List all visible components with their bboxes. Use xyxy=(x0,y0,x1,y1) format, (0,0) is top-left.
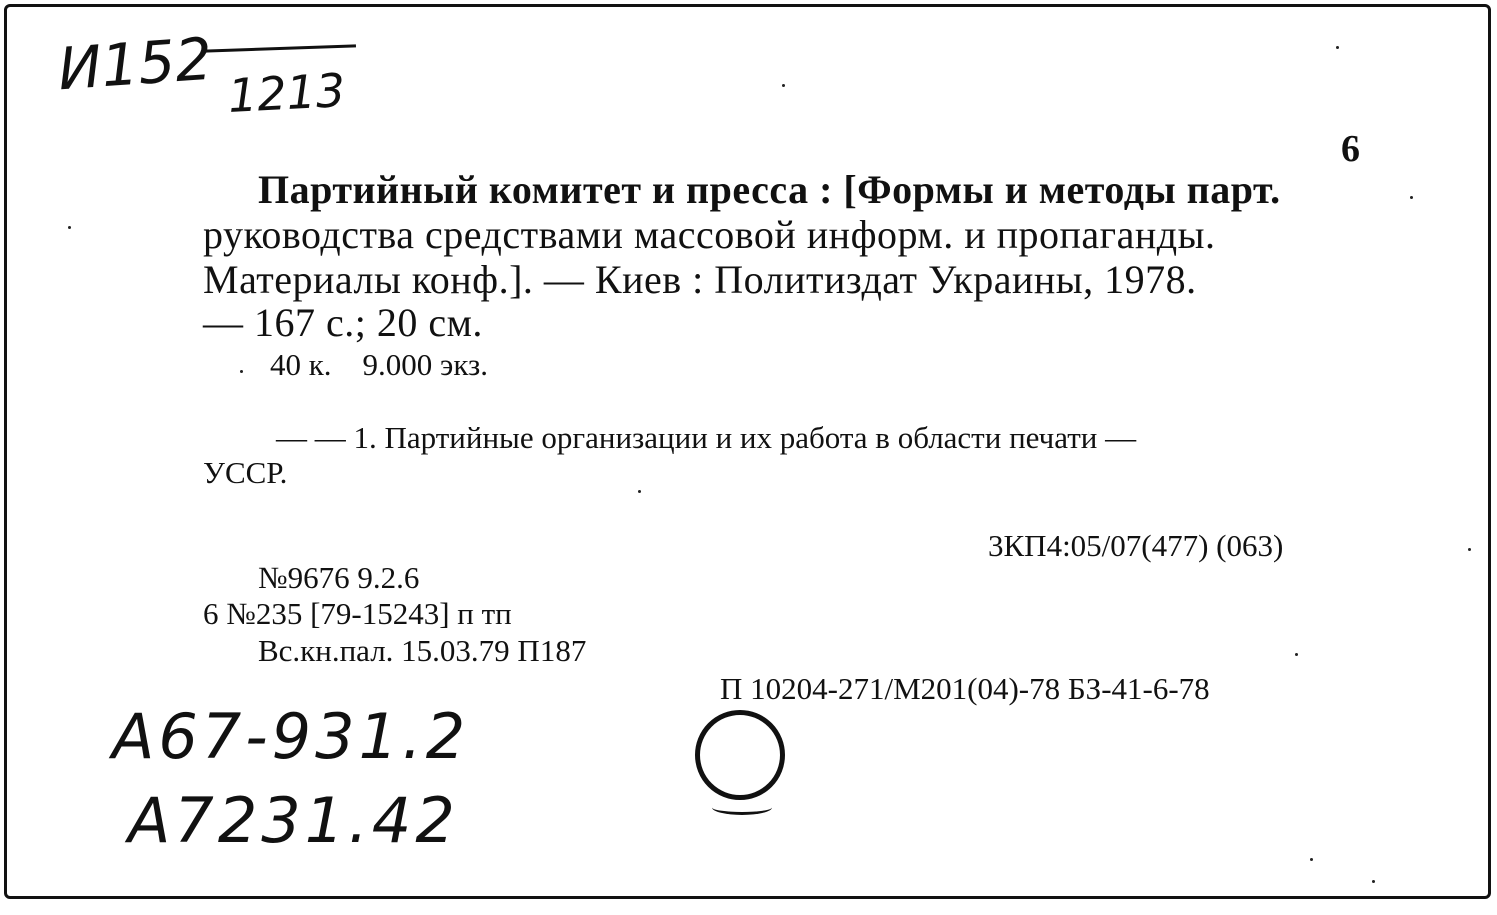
scan-speck xyxy=(1468,548,1471,551)
scan-speck xyxy=(1372,880,1375,883)
scan-speck xyxy=(1310,858,1313,861)
scan-speck xyxy=(240,370,243,373)
subject-heading-line-1: — — 1. Партийные организации и их работа в области печати — xyxy=(276,420,1137,455)
shelf-mark-1: А67-931.2 xyxy=(112,700,470,773)
subject-heading-line-2: УССР. xyxy=(203,455,288,490)
circle-stamp xyxy=(695,710,785,800)
scan-speck xyxy=(1295,653,1298,656)
shelf-mark-2: А7231.42 xyxy=(128,784,459,857)
description-line-1: Партийный комитет и пресса : [Формы и методы парт. xyxy=(258,167,1281,212)
inventory-mark-sub: 1213 xyxy=(226,62,347,124)
description-line-4: — 167 с.; 20 см. xyxy=(203,300,483,345)
scan-speck xyxy=(638,490,641,493)
price-line: 40 к. 9.000 экз. xyxy=(270,347,489,382)
scan-speck xyxy=(782,84,785,87)
scan-speck xyxy=(68,226,71,229)
scan-speck xyxy=(1410,196,1413,199)
circle-stamp-tail xyxy=(712,800,772,815)
classification-index: 3КП4:05/07(477) (063) xyxy=(988,528,1284,563)
order-code: П 10204-271/М201(04)-78 БЗ-41-6-78 xyxy=(720,671,1210,706)
scan-speck xyxy=(1336,46,1339,49)
inventory-mark: И152 xyxy=(55,24,215,104)
description-line-3: Материалы конф.]. — Киев : Политиздат Украины, 1978. xyxy=(203,257,1197,302)
registry-line-1: №9676 9.2.6 xyxy=(258,560,420,595)
description-line-2: руководства средствами массовой информ. и пропаганды. xyxy=(203,212,1216,257)
card-number: 6 xyxy=(1341,128,1360,170)
registry-line-3: Вс.кн.пал. 15.03.79 П187 xyxy=(258,633,587,668)
registry-line-2: 6 №235 [79-15243] п тп xyxy=(203,596,512,631)
